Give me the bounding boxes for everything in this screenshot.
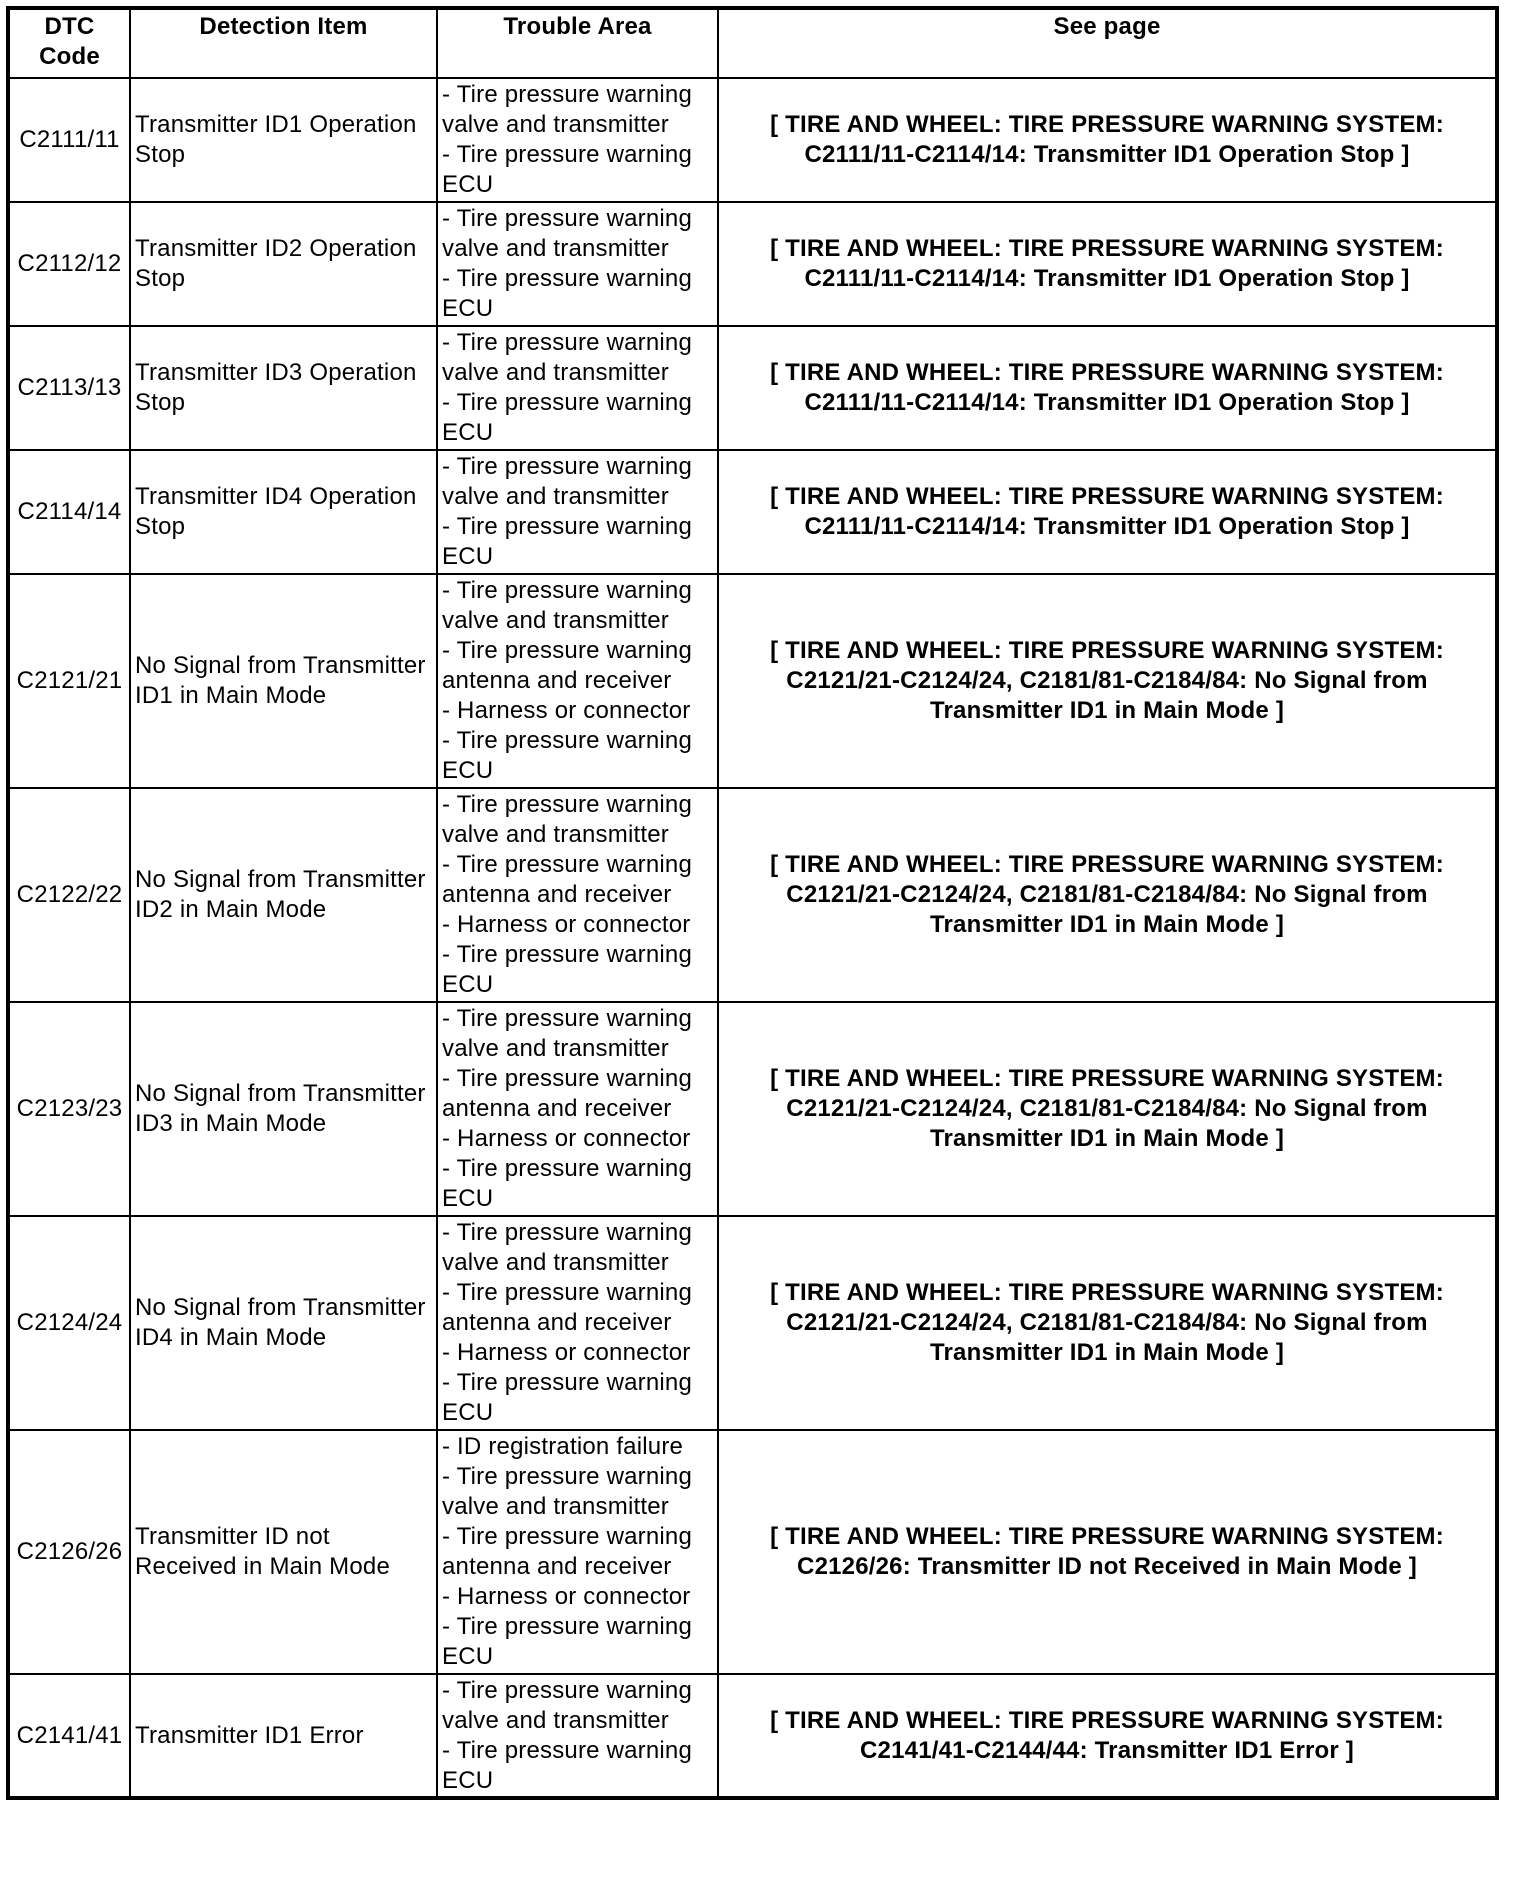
detection-item-cell: Transmitter ID1 Error	[130, 1674, 437, 1798]
dtc-table	[6, 6, 1499, 1800]
trouble-area-line: ECU	[442, 295, 494, 322]
detection-item-cell: No Signal from Transmitter ID4 in Main Mode	[130, 1216, 437, 1430]
header-dtc-code	[8, 8, 130, 78]
trouble-area-line: - Tire pressure warning	[442, 1155, 693, 1182]
trouble-area-line: - Tire pressure warning	[442, 81, 693, 108]
trouble-area-cell	[437, 1430, 718, 1674]
trouble-area-line: - Tire pressure warning	[442, 1279, 693, 1306]
dtc-code-cell: C2122/22	[8, 788, 130, 1002]
detection-item-cell: Transmitter ID3 Operation Stop	[130, 326, 437, 450]
detection-item-cell: Transmitter ID1 Operation Stop	[130, 78, 437, 202]
trouble-area-line: - Tire pressure warning	[442, 1613, 693, 1640]
dtc-code-cell: C2112/12	[8, 202, 130, 326]
dtc-code-cell: C2126/26	[8, 1430, 130, 1674]
see-page-link[interactable]: [ TIRE AND WHEEL: TIRE PRESSURE WARNING SYSTEM: C2111/11-C2114/14: Transmitter ID1 Operation Stop ]	[718, 202, 1497, 326]
table-row	[8, 1002, 1497, 1216]
table-row	[8, 450, 1497, 574]
header-dtc-code-line1: DTC	[44, 13, 95, 40]
trouble-area-line: ECU	[442, 757, 494, 784]
trouble-area-line: - Harness or connector	[442, 911, 691, 938]
dtc-code-cell: C2124/24	[8, 1216, 130, 1430]
table-row	[8, 1216, 1497, 1430]
trouble-area-line: antenna and receiver	[442, 1095, 672, 1122]
trouble-area-line: - Tire pressure warning	[442, 727, 693, 754]
trouble-area-line: - Tire pressure warning	[442, 1463, 693, 1490]
trouble-area-line: - Tire pressure warning	[442, 791, 693, 818]
detection-item-cell: No Signal from Transmitter ID1 in Main Mode	[130, 574, 437, 788]
trouble-area-cell	[437, 788, 718, 1002]
dtc-code-cell: C2113/13	[8, 326, 130, 450]
trouble-area-line: - Harness or connector	[442, 1583, 691, 1610]
trouble-area-line: valve and transmitter	[442, 1249, 669, 1276]
trouble-area-cell	[437, 1002, 718, 1216]
dtc-code-cell: C2123/23	[8, 1002, 130, 1216]
trouble-area-line: - Tire pressure warning	[442, 329, 693, 356]
detection-item-cell: Transmitter ID not Received in Main Mode	[130, 1430, 437, 1674]
trouble-area-line: - Tire pressure warning	[442, 1736, 693, 1764]
trouble-area-line: - Tire pressure warning	[442, 1065, 693, 1092]
trouble-area-cell	[437, 450, 718, 574]
header-dtc-code-line2: Code	[39, 43, 100, 70]
dtc-code-cell: C2111/11	[8, 78, 130, 202]
dtc-code-cell: C2141/41	[8, 1674, 130, 1798]
trouble-area-line: - Tire pressure warning	[442, 453, 693, 480]
trouble-area-line: - Tire pressure warning	[442, 637, 693, 664]
trouble-area-line: - Tire pressure warning	[442, 389, 693, 416]
see-page-link[interactable]: [ TIRE AND WHEEL: TIRE PRESSURE WARNING SYSTEM: C2141/41-C2144/44: Transmitter ID1 Error ]	[718, 1674, 1497, 1798]
see-page-link[interactable]: [ TIRE AND WHEEL: TIRE PRESSURE WARNING SYSTEM: C2111/11-C2114/14: Transmitter ID1 Operation Stop ]	[718, 78, 1497, 202]
trouble-area-line: valve and transmitter	[442, 607, 669, 634]
trouble-area-cell	[437, 1674, 718, 1798]
dtc-code-cell: C2114/14	[8, 450, 130, 574]
trouble-area-cell	[437, 1216, 718, 1430]
trouble-area-line: antenna and receiver	[442, 881, 672, 908]
see-page-link[interactable]: [ TIRE AND WHEEL: TIRE PRESSURE WARNING SYSTEM: C2111/11-C2114/14: Transmitter ID1 Operation Stop ]	[718, 326, 1497, 450]
see-page-link[interactable]: [ TIRE AND WHEEL: TIRE PRESSURE WARNING SYSTEM: C2126/26: Transmitter ID not Received in Main Mode ]	[718, 1430, 1497, 1674]
header-row	[8, 8, 1497, 78]
trouble-area-line: antenna and receiver	[442, 667, 672, 694]
trouble-area-cell	[437, 574, 718, 788]
trouble-area-line: valve and transmitter	[442, 1035, 669, 1062]
trouble-area-line: valve and transmitter	[442, 1493, 669, 1520]
trouble-area-line: - Tire pressure warning	[442, 1005, 693, 1032]
see-page-link[interactable]: [ TIRE AND WHEEL: TIRE PRESSURE WARNING SYSTEM: C2121/21-C2124/24, C2181/81-C2184/84: No Signal from Transmitter ID1 in Main Mode ]	[718, 788, 1497, 1002]
trouble-area-cell	[437, 78, 718, 202]
trouble-area-line: ECU	[442, 1399, 494, 1426]
table-row	[8, 574, 1497, 788]
trouble-area-line: - Harness or connector	[442, 697, 691, 724]
trouble-area-line: - Tire pressure warning	[442, 851, 693, 878]
trouble-area-line: valve and transmitter	[442, 111, 669, 138]
trouble-area-line: - Tire pressure warning	[442, 1523, 693, 1550]
trouble-area-line: valve and transmitter	[442, 483, 669, 510]
trouble-area-line: valve and transmitter	[442, 821, 669, 848]
trouble-area-line: valve and transmitter	[442, 359, 669, 386]
trouble-area-line: - Harness or connector	[442, 1339, 691, 1366]
table-row	[8, 78, 1497, 202]
trouble-area-line: - Tire pressure warning	[442, 513, 693, 540]
table-row	[8, 788, 1497, 1002]
trouble-area-line: - Tire pressure warning	[442, 265, 693, 292]
see-page-link[interactable]: [ TIRE AND WHEEL: TIRE PRESSURE WARNING SYSTEM: C2111/11-C2114/14: Transmitter ID1 Operation Stop ]	[718, 450, 1497, 574]
trouble-area-line: ECU	[442, 1643, 494, 1670]
dtc-code-cell: C2121/21	[8, 574, 130, 788]
trouble-area-line: valve and transmitter	[442, 235, 669, 262]
trouble-area-line: ECU	[442, 1185, 494, 1212]
trouble-area-cell	[437, 202, 718, 326]
header-trouble-area: Trouble Area	[437, 8, 718, 78]
trouble-area-line: ECU	[442, 171, 494, 198]
trouble-area-line: ECU	[442, 543, 494, 570]
header-detection-item: Detection Item	[130, 8, 437, 78]
trouble-area-line: - Tire pressure warning	[442, 941, 693, 968]
detection-item-cell: No Signal from Transmitter ID3 in Main Mode	[130, 1002, 437, 1216]
trouble-area-line: - Harness or connector	[442, 1125, 691, 1152]
header-see-page: See page	[718, 8, 1497, 78]
trouble-area-line: - Tire pressure warning	[442, 1676, 693, 1704]
trouble-area-line: - Tire pressure warning	[442, 1219, 693, 1246]
trouble-area-line: ECU	[442, 419, 494, 446]
see-page-link[interactable]: [ TIRE AND WHEEL: TIRE PRESSURE WARNING SYSTEM: C2121/21-C2124/24, C2181/81-C2184/84: No Signal from Transmitter ID1 in Main Mode ]	[718, 1216, 1497, 1430]
trouble-area-line: - ID registration failure	[442, 1433, 684, 1460]
see-page-link[interactable]: [ TIRE AND WHEEL: TIRE PRESSURE WARNING SYSTEM: C2121/21-C2124/24, C2181/81-C2184/84: No Signal from Transmitter ID1 in Main Mode ]	[718, 574, 1497, 788]
trouble-area-line: ECU	[442, 1766, 494, 1794]
detection-item-cell: Transmitter ID4 Operation Stop	[130, 450, 437, 574]
trouble-area-line: valve and transmitter	[442, 1706, 669, 1734]
table-body	[8, 78, 1497, 1798]
table-row	[8, 1430, 1497, 1674]
trouble-area-line: - Tire pressure warning	[442, 205, 693, 232]
detection-item-cell: No Signal from Transmitter ID2 in Main Mode	[130, 788, 437, 1002]
trouble-area-cell	[437, 326, 718, 450]
trouble-area-line: antenna and receiver	[442, 1553, 672, 1580]
detection-item-cell: Transmitter ID2 Operation Stop	[130, 202, 437, 326]
trouble-area-line: - Tire pressure warning	[442, 577, 693, 604]
trouble-area-line: ECU	[442, 971, 494, 998]
table-row	[8, 202, 1497, 326]
trouble-area-line: - Tire pressure warning	[442, 141, 693, 168]
trouble-area-line: antenna and receiver	[442, 1309, 672, 1336]
trouble-area-line: - Tire pressure warning	[442, 1369, 693, 1396]
table-row	[8, 326, 1497, 450]
see-page-link[interactable]: [ TIRE AND WHEEL: TIRE PRESSURE WARNING SYSTEM: C2121/21-C2124/24, C2181/81-C2184/84: No Signal from Transmitter ID1 in Main Mode ]	[718, 1002, 1497, 1216]
table-row	[8, 1674, 1497, 1798]
